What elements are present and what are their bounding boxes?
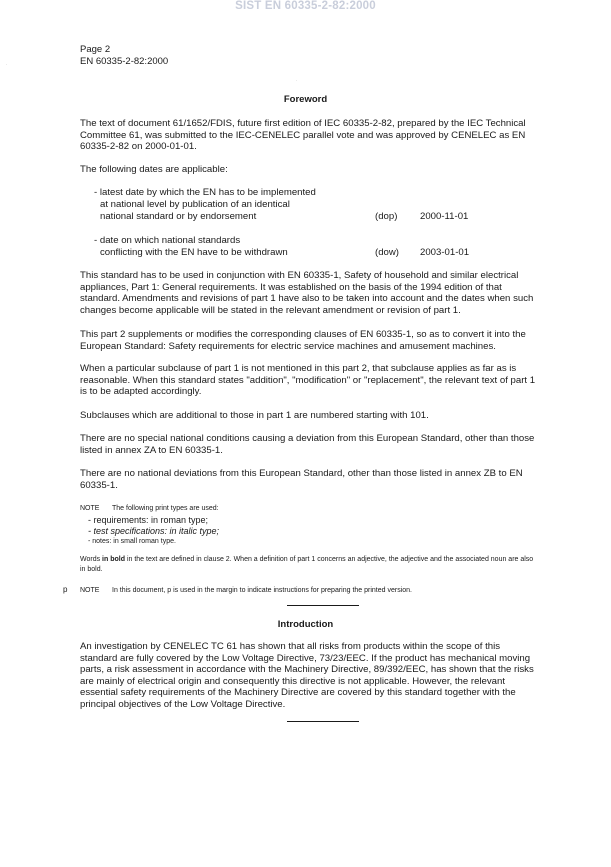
date-dop-line2: at national level by publication of an identical: [100, 199, 290, 210]
note-item-requirements: - requirements: in roman type;: [88, 515, 209, 525]
dates-intro: The following dates are applicable:: [80, 164, 228, 175]
margin-mark: ·: [296, 78, 298, 83]
para-subclause: When a particular subclause of part 1 is not mentioned in this part 2, that subclause applies as far as is reasonable. When this standard states "addition", "modification" or "replacement", the relevant text of part 1 is to be adapted accordingly.: [80, 363, 536, 398]
date-dop-code: (dop): [375, 211, 398, 222]
date-dow-value: 2003-01-01: [420, 247, 470, 258]
para-numbering: Subclauses which are additional to those in part 1 are numbered starting with 101.: [80, 410, 429, 421]
para-conjunction: This standard has to be used in conjunction with EN 60335-1, Safety of household and similar electrical appliances, Part 1: General requirements. It was established on the basis of the 1994 edition of that standard. Amendments and revisions of part 1 have also to be taken into account and the dates when such changes become applicable will be stated in the relevant amendment or revision of part 1.: [80, 270, 534, 316]
end-divider: [287, 721, 359, 722]
date-dop-line1: - latest date by which the EN has to be implemented: [94, 187, 316, 198]
bold-note-bold: in bold: [102, 556, 125, 563]
margin-mark: ·: [6, 62, 8, 67]
foreword-title: Foreword: [283, 94, 328, 105]
page-number: Page 2: [80, 44, 111, 55]
introduction-text: An investigation by CENELEC TC 61 has shown that all risks from products within the scope of this standard are fully covered by the Low Voltage Directive, 73/23/EEC. If the product has mechanical moving parts, a risk assessment in accordance with the Machinery Directive, 89/392/EEC, has shown that the risks are mainly of electrical origin and consequently this directive is not applicable. However, the relevant essential safety requirements of the Machinery Directive are covered by this standard together with the principal objectives of the Low Voltage Directive.: [80, 641, 534, 710]
date-dow-line1: - date on which national standards: [94, 235, 241, 246]
margin-note-text: In this document, p is used in the margin to indicate instructions for preparing the printed version.: [112, 587, 412, 594]
para-supplements: This part 2 supplements or modifies the corresponding clauses of EN 60335-1, so as to convert it into the European Standard: Safety requirements for electric service machines and amusement machines.: [80, 329, 526, 352]
section-divider: [287, 605, 359, 606]
watermark: SIST EN 60335-2-82:2000: [235, 0, 376, 12]
standard-id: EN 60335-2-82:2000: [80, 56, 169, 67]
para-national-conditions: There are no special national conditions causing a deviation from this European Standard, other than those listed in annex ZA to EN 60335-1.: [80, 433, 535, 456]
note-item-notes: - notes: in small roman type.: [88, 538, 176, 545]
bold-note-pre: Words: [80, 556, 103, 563]
bold-words-note: [80, 555, 536, 574]
bold-note-post: in the text are defined in clause 2. When a definition of part 1 concerns an adjective, the adjective and the associated noun are also in bold.: [80, 556, 534, 573]
foreword-intro: The text of document 61/1652/FDIS, future first edition of IEC 60335-2-82, prepared by the IEC Technical Committee 61, was submitted to the IEC-CENELEC parallel vote and was approved by CENELEC as EN 60335-2-82 on 2000-01-01.: [80, 118, 526, 153]
note-label: NOTE: [80, 505, 100, 512]
date-dop-line3: national standard or by endorsement: [100, 211, 257, 222]
date-dow-line2: conflicting with the EN have to be withdrawn: [100, 247, 288, 258]
date-dop-value: 2000-11-01: [420, 211, 469, 222]
margin-p: p: [63, 585, 68, 594]
para-national-deviations: There are no national deviations from this European Standard, other than those listed in annex ZB to EN 60335-1.: [80, 468, 523, 491]
introduction-title: Introduction: [277, 619, 334, 630]
note-text: The following print types are used:: [112, 505, 219, 512]
note-item-test-specifications: - test specifications: in italic type;: [88, 526, 220, 536]
date-dow-code: (dow): [375, 247, 399, 258]
margin-note-label: NOTE: [80, 587, 100, 594]
